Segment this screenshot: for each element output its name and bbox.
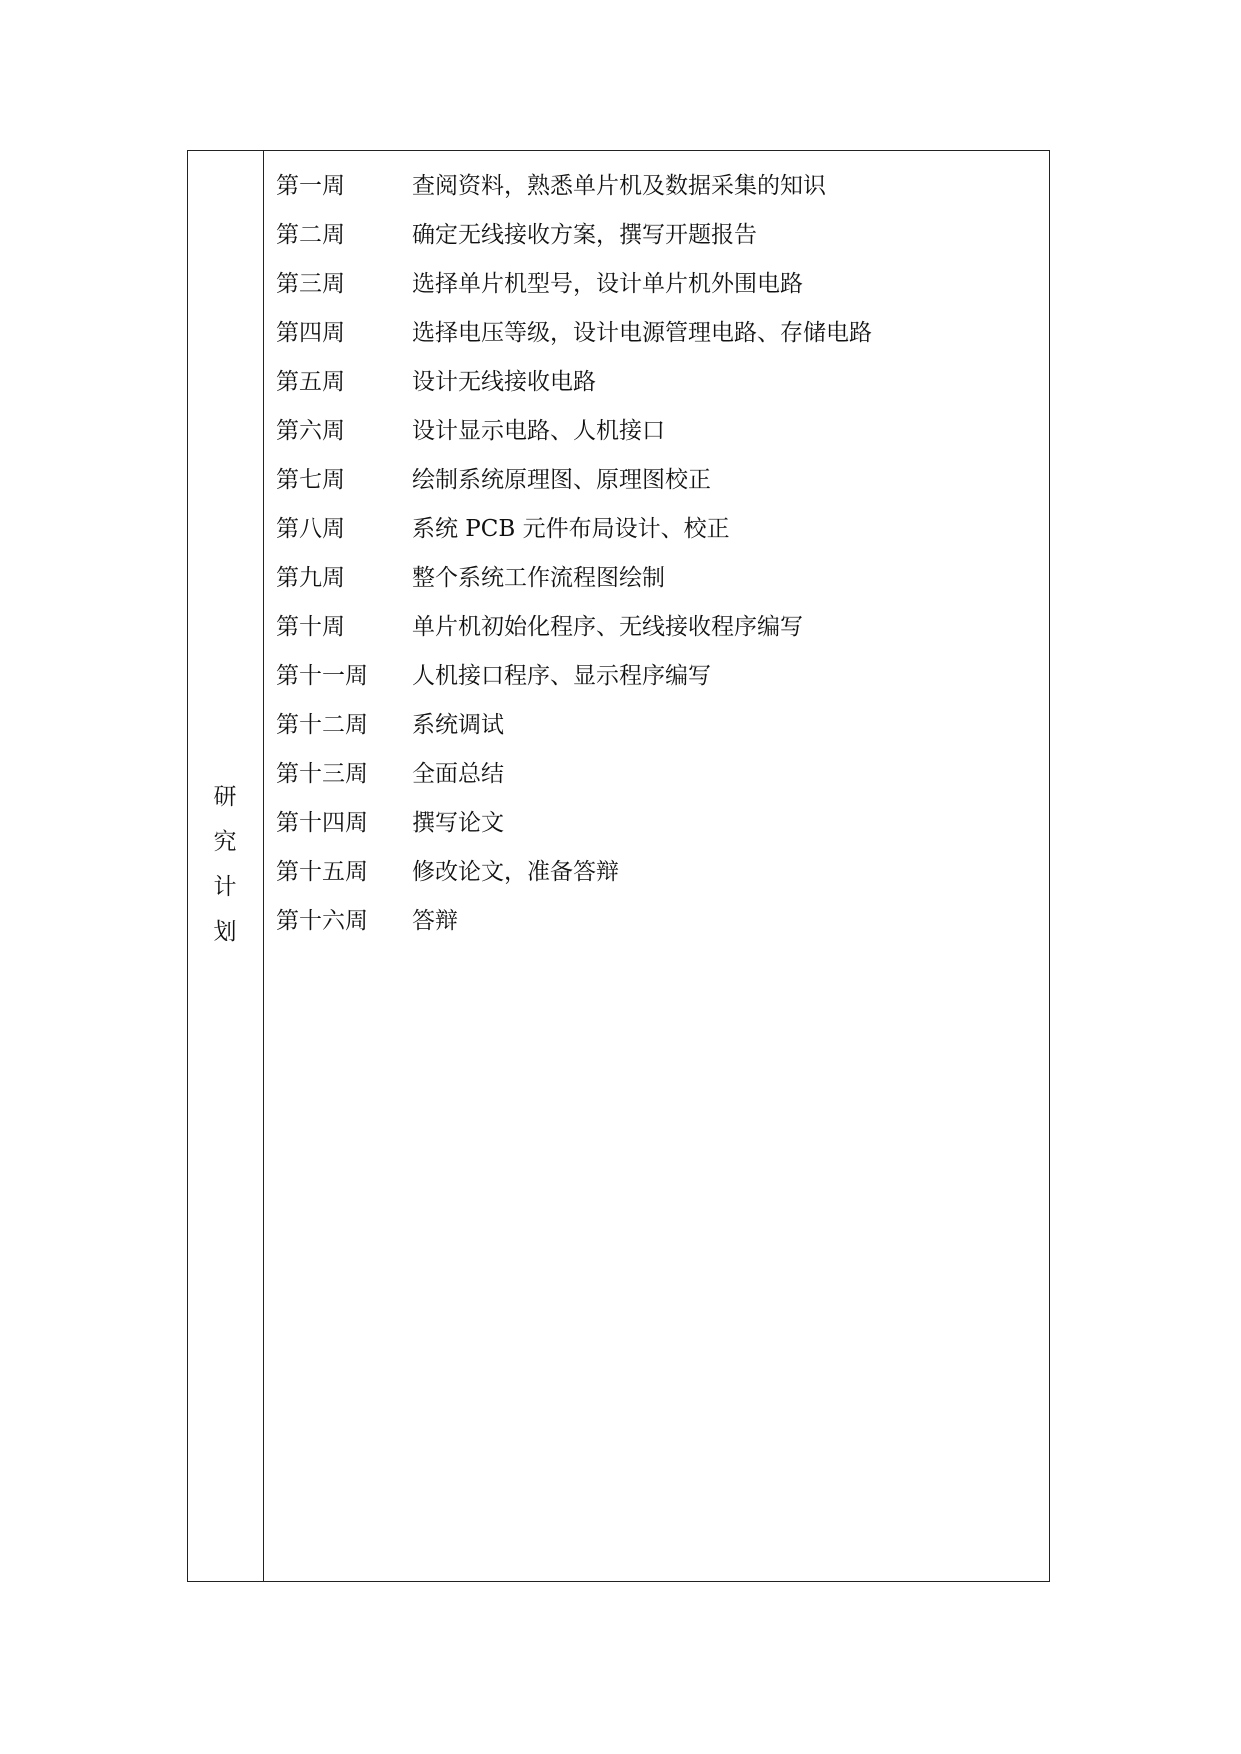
section-label-char: 究: [213, 829, 237, 855]
plan-task: 设计显示电路、人机接口: [412, 418, 665, 444]
plan-row: [276, 355, 1036, 404]
plan-row: [276, 649, 1036, 698]
plan-task: 绘制系统原理图、原理图校正: [412, 467, 711, 493]
plan-week: 第二周: [276, 222, 345, 248]
plan-week: 第八周: [276, 516, 345, 542]
plan-week: 第十四周: [276, 810, 368, 836]
plan-task: 选择单片机型号，设计单片机外围电路: [412, 271, 803, 297]
plan-row: [276, 453, 1036, 502]
plan-task: 人机接口程序、显示程序编写: [412, 663, 711, 689]
plan-row: [276, 796, 1036, 845]
section-label-char: 研: [213, 784, 237, 810]
plan-row: [276, 404, 1036, 453]
plan-row: [276, 698, 1036, 747]
section-label-char: 计: [213, 874, 237, 900]
plan-row: [276, 159, 1036, 208]
plan-week: 第五周: [276, 369, 345, 395]
plan-week: 第三周: [276, 271, 345, 297]
research-plan-table: [187, 150, 1050, 1582]
plan-week: 第一周: [276, 173, 345, 199]
plan-week: 第九周: [276, 565, 345, 591]
plan-task: 撰写论文: [412, 810, 504, 836]
plan-row: [276, 600, 1036, 649]
plan-row: [276, 747, 1036, 796]
plan-week: 第四周: [276, 320, 345, 346]
section-label: [188, 775, 262, 955]
plan-task: 确定无线接收方案，撰写开题报告: [412, 222, 757, 248]
plan-row: [276, 208, 1036, 257]
plan-row: [276, 894, 1036, 943]
plan-row: [276, 551, 1036, 600]
plan-row: [276, 257, 1036, 306]
plan-task: 选择电压等级，设计电源管理电路、存储电路: [412, 320, 872, 346]
plan-task: 整个系统工作流程图绘制: [412, 565, 665, 591]
plan-week: 第十三周: [276, 761, 368, 787]
plan-row: [276, 306, 1036, 355]
plan-week: 第十六周: [276, 908, 368, 934]
plan-task: 系统调试: [412, 712, 504, 738]
plan-task: 系统 PCB 元件布局设计、校正: [412, 516, 730, 542]
plan-week: 第六周: [276, 418, 345, 444]
section-label-char: 划: [213, 919, 237, 945]
plan-row: [276, 502, 1036, 551]
section-label-cell: [188, 151, 264, 1581]
plan-task: 查阅资料，熟悉单片机及数据采集的知识: [412, 173, 826, 199]
plan-task: 修改论文，准备答辩: [412, 859, 619, 885]
plan-row: [276, 845, 1036, 894]
plan-list: [276, 159, 1036, 943]
plan-task: 设计无线接收电路: [412, 369, 596, 395]
plan-task: 全面总结: [412, 761, 504, 787]
plan-week: 第十一周: [276, 663, 368, 689]
plan-week: 第十二周: [276, 712, 368, 738]
plan-task: 单片机初始化程序、无线接收程序编写: [412, 614, 803, 640]
plan-week: 第七周: [276, 467, 345, 493]
plan-week: 第十五周: [276, 859, 368, 885]
plan-task: 答辩: [412, 908, 458, 934]
plan-week: 第十周: [276, 614, 345, 640]
